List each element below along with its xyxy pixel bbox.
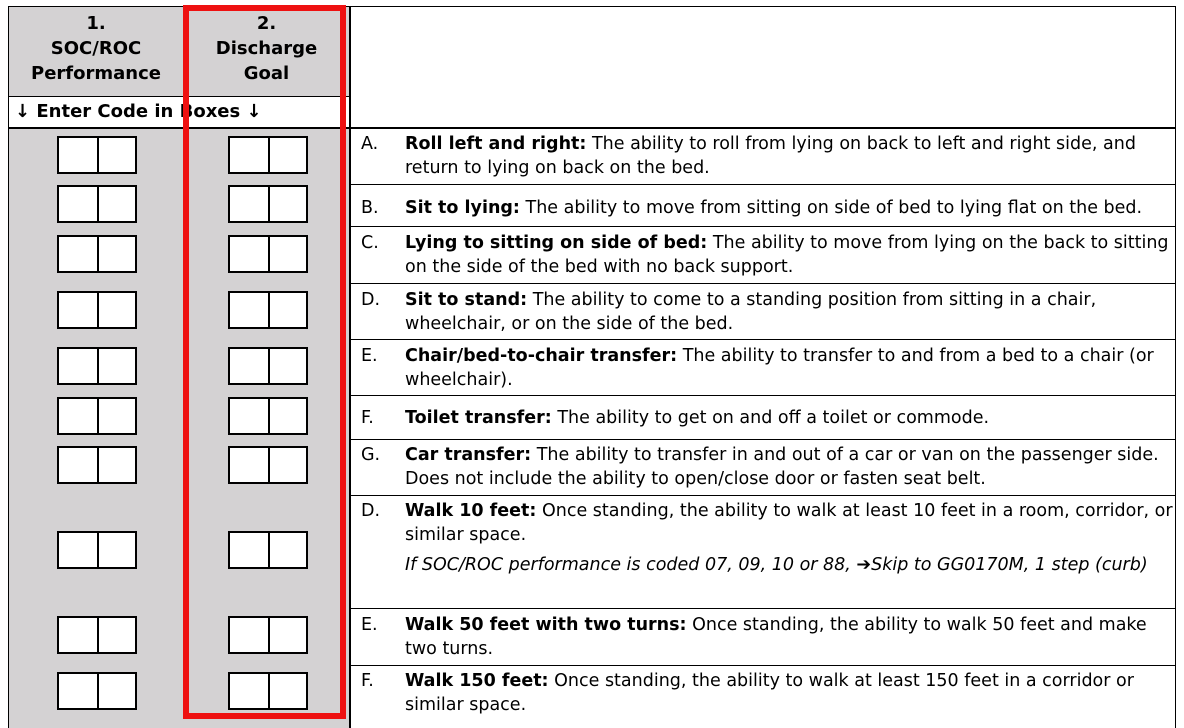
- item-letter: E.: [361, 615, 378, 635]
- header-bottom-border: [8, 96, 349, 97]
- col2-title-line1: Discharge: [215, 37, 318, 59]
- column-divider-3: [349, 6, 351, 728]
- table-left-border: [8, 6, 9, 728]
- item-title: Sit to stand:: [405, 290, 528, 310]
- soc-roc-code-box-b[interactable]: [57, 185, 137, 223]
- skip-instruction: If SOC/ROC performance is coded 07, 09, 10 or 88, ➔Skip to GG0170M, 1 step (curb): [405, 555, 1148, 575]
- item-title: Lying to sitting on side of bed:: [405, 233, 708, 253]
- item-letter: E.: [361, 346, 378, 366]
- item-letter: F.: [361, 671, 374, 691]
- soc-roc-code-box-e[interactable]: [57, 347, 137, 385]
- col1-title-line2: Performance: [31, 62, 161, 84]
- discharge-goal-code-box-c[interactable]: [228, 235, 308, 273]
- soc-roc-code-box-walk150[interactable]: [57, 672, 137, 710]
- item-letter: D.: [361, 290, 381, 310]
- discharge-goal-code-box-d[interactable]: [228, 291, 308, 329]
- discharge-goal-code-box-g[interactable]: [228, 446, 308, 484]
- col1-number: 1.: [86, 12, 106, 34]
- col2-title-line2: Goal: [243, 62, 290, 84]
- row-separator: [351, 283, 1175, 284]
- table-right-border: [1175, 6, 1176, 728]
- soc-roc-code-box-f[interactable]: [57, 397, 137, 435]
- item-title: Roll left and right:: [405, 134, 587, 154]
- item-text: Once standing, the ability to walk 50 feet and make two turns.: [405, 615, 1147, 659]
- col1-header: [8, 0, 184, 96]
- item-text: The ability to roll from lying on back to left and right side, and return to lying on back on the bed.: [405, 134, 1136, 178]
- item-text: The ability to get on and off a toilet or commode.: [551, 408, 990, 428]
- table-top-border: [8, 6, 1176, 7]
- soc-roc-code-box-walk50[interactable]: [57, 616, 137, 654]
- soc-roc-code-box-a[interactable]: [57, 136, 137, 174]
- item-letter: D.: [361, 501, 381, 521]
- item-text: Once standing, the ability to walk at least 10 feet in a room, corridor, or similar space.: [405, 501, 1173, 545]
- item-text: The ability to move from sitting on side of bed to lying flat on the bed.: [519, 198, 1143, 218]
- item-text: The ability to move from lying on the back to sitting on the side of the bed with no back support.: [405, 233, 1169, 277]
- item-title: Sit to lying:: [405, 198, 520, 218]
- discharge-goal-code-box-b[interactable]: [228, 185, 308, 223]
- col2-header: [184, 0, 349, 96]
- row-separator: [351, 439, 1175, 440]
- discharge-goal-code-box-e[interactable]: [228, 347, 308, 385]
- discharge-goal-code-box-walk10[interactable]: [228, 531, 308, 569]
- col1-title-line1: SOC/ROC: [50, 37, 142, 59]
- row-separator: [351, 608, 1175, 609]
- item-title: Car transfer:: [405, 445, 532, 465]
- row-separator: [351, 395, 1175, 396]
- item-title: Walk 150 feet:: [405, 671, 549, 691]
- discharge-goal-code-box-f[interactable]: [228, 397, 308, 435]
- item-title: Walk 50 feet with two turns:: [405, 615, 687, 635]
- soc-roc-code-box-g[interactable]: [57, 446, 137, 484]
- item-text: The ability to transfer in and out of a car or van on the passenger side. Does not include the ability to open/close door or fasten seat belt.: [405, 445, 1159, 489]
- row-separator: [351, 665, 1175, 666]
- discharge-goal-code-box-a[interactable]: [228, 136, 308, 174]
- item-letter: C.: [361, 233, 379, 253]
- row-separator: [351, 226, 1175, 227]
- soc-roc-code-box-walk10[interactable]: [57, 531, 137, 569]
- enter-code-instruction: ↓ Enter Code in Boxes ↓: [15, 101, 262, 122]
- item-letter: G.: [361, 445, 381, 465]
- discharge-goal-code-box-walk150[interactable]: [228, 672, 308, 710]
- item-text: Once standing, the ability to walk at least 150 feet in a corridor or similar space.: [405, 671, 1134, 715]
- item-title: Toilet transfer:: [405, 408, 552, 428]
- soc-roc-code-box-d[interactable]: [57, 291, 137, 329]
- col2-number: 2.: [256, 12, 277, 34]
- discharge-goal-code-box-walk50[interactable]: [228, 616, 308, 654]
- item-text: The ability to come to a standing position from sitting in a chair, wheelchair, or on the side of the bed.: [405, 290, 1097, 334]
- row-separator: [351, 184, 1175, 185]
- item-letter: B.: [361, 198, 379, 218]
- item-letter: F.: [361, 408, 374, 428]
- item-title: Chair/bed-to-chair transfer:: [405, 346, 678, 366]
- instruction-bottom-border: [8, 127, 1176, 129]
- item-letter: A.: [361, 134, 379, 154]
- soc-roc-code-box-c[interactable]: [57, 235, 137, 273]
- item-text: The ability to transfer to and from a bed to a chair (or wheelchair).: [405, 346, 1154, 390]
- row-separator: [351, 339, 1175, 340]
- item-title: Walk 10 feet:: [405, 501, 537, 521]
- row-separator: [351, 495, 1175, 496]
